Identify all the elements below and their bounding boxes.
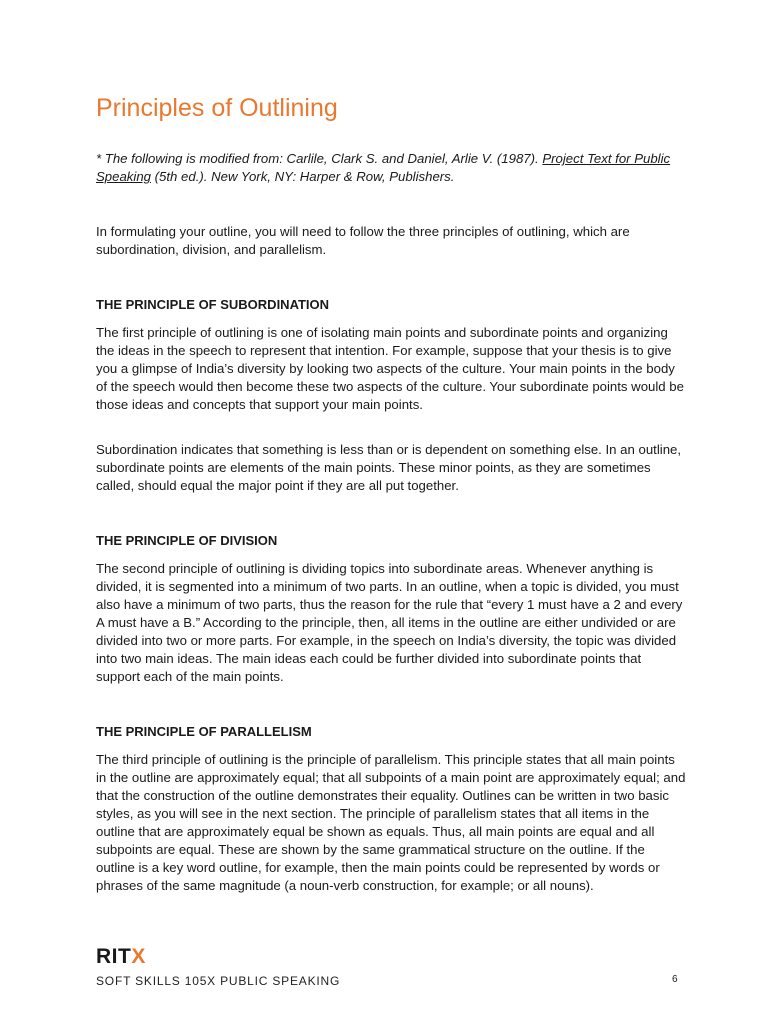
division-paragraph-1: The second principle of outlining is dividing topics into subordinate areas. Whenever anything is divided, it is segmented into a minimum of two parts. In an outline, when a topic is divided, you must also have a minimum of two parts, thus the reason for the rule that “every 1 must have a 2 and every A must have a B.” According to the principle, then, all items in the outline are either undivided or are divided into two or more parts. For example, in the speech on India’s diversity, the topic was divided into two main ideas. The main ideas each could be further divided into subordinate points that support each of the main points.: [96, 561, 683, 684]
subordination-paragraph-2: Subordination indicates that something is less than or is dependent on something else. In an outline, subordinate points are elements of the main points. These minor points, as they are sometimes called, should equal the major point if they are all put together.: [96, 442, 682, 493]
citation-suffix: (5th ed.). New York, NY: Harper & Row, Publishers.: [151, 169, 455, 184]
citation-book-title: Project Text for Public Speaking: [96, 151, 671, 184]
subordination-paragraph-1: The first principle of outlining is one of isolating main points and subordinate points and organizing the ideas in the speech to represent that intention. For example, suppose that your thesis is to give you a glimpse of India’s diversity by looking two aspects of the culture. Your main points in the body of the speech would then become these two aspects of the culture. Your subordinate points would be those ideas and concepts that support your main points.: [96, 325, 684, 412]
page-title: Principles of Outlining: [96, 94, 338, 122]
parallelism-paragraph-1: The third principle of outlining is the principle of parallelism. This principle states that all main points in the outline are approximately equal; that all subpoints of a main point are approximately equal; and that the construction of the outline demonstrates their equality. Outlines can be written in two basic styles, as you will see in the next section. The principle of parallelism states that all items in the outline that are approximately equal be shown as equals. Thus, all main points are equal and all subpoints are equal. These are shown by the same grammatical structure on the outline. If the outline is a key word outline, for example, then the main points could be represented by words or phrases of the same magnitude (a noun-verb construction, for example; or all nouns).: [96, 752, 686, 893]
source-citation: [96, 150, 686, 186]
division-heading: THE PRINCIPLE OF DIVISION: [96, 533, 278, 548]
subordination-heading: THE PRINCIPLE OF SUBORDINATION: [96, 297, 330, 312]
logo-x: X: [131, 945, 146, 968]
footer-course-name: SOFT SKILLS 105X PUBLIC SPEAKING: [96, 974, 341, 988]
page-number: 6: [672, 974, 678, 985]
ritx-logo: [96, 945, 146, 969]
citation-prefix: * The following is modified from: Carlile, Clark S. and Daniel, Arlie V. (1987).: [96, 151, 543, 166]
logo-rit: RIT: [96, 945, 132, 968]
parallelism-heading: THE PRINCIPLE OF PARALLELISM: [96, 724, 312, 739]
intro-paragraph: In formulating your outline, you will need to follow the three principles of outlining, which are subordination, division, and parallelism.: [96, 224, 630, 257]
